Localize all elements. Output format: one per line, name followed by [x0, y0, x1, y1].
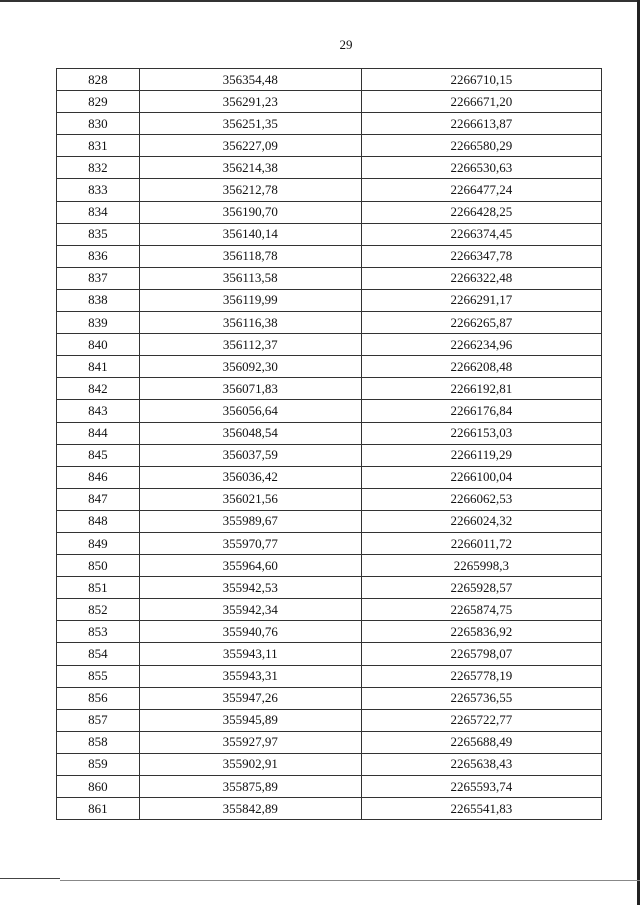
scan-edge-top [0, 0, 640, 2]
table-row [57, 621, 602, 643]
point-number-cell: 844 [57, 422, 140, 444]
point-number-cell: 843 [57, 400, 140, 422]
table-row [57, 400, 602, 422]
table-row [57, 731, 602, 753]
y-coordinate-cell: 2265998,3 [361, 555, 601, 577]
y-coordinate-cell: 2266347,78 [361, 245, 601, 267]
point-number-cell: 841 [57, 356, 140, 378]
x-coordinate-cell: 356048,54 [139, 422, 361, 444]
point-number-cell: 847 [57, 488, 140, 510]
y-coordinate-cell: 2265836,92 [361, 621, 601, 643]
x-coordinate-cell: 355927,97 [139, 731, 361, 753]
y-coordinate-cell: 2266100,04 [361, 466, 601, 488]
coordinates-table-body [57, 69, 602, 820]
page-number: 29 [339, 37, 353, 52]
y-coordinate-cell: 2266291,17 [361, 289, 601, 311]
x-coordinate-cell: 356119,99 [139, 289, 361, 311]
x-coordinate-cell: 356113,58 [139, 267, 361, 289]
point-number-cell: 839 [57, 312, 140, 334]
x-coordinate-cell: 355989,67 [139, 510, 361, 532]
table-row [57, 113, 602, 135]
point-number-cell: 852 [57, 599, 140, 621]
x-coordinate-cell: 355940,76 [139, 621, 361, 643]
point-number-cell: 837 [57, 267, 140, 289]
y-coordinate-cell: 2266710,15 [361, 69, 601, 91]
point-number-cell: 851 [57, 577, 140, 599]
coordinates-table [56, 68, 602, 820]
point-number-cell: 856 [57, 687, 140, 709]
x-coordinate-cell: 356118,78 [139, 245, 361, 267]
table-row [57, 245, 602, 267]
x-coordinate-cell: 356037,59 [139, 444, 361, 466]
y-coordinate-cell: 2266322,48 [361, 267, 601, 289]
x-coordinate-cell: 356092,30 [139, 356, 361, 378]
x-coordinate-cell: 355947,26 [139, 687, 361, 709]
point-number-cell: 833 [57, 179, 140, 201]
y-coordinate-cell: 2265736,55 [361, 687, 601, 709]
x-coordinate-cell: 355842,89 [139, 798, 361, 820]
point-number-cell: 854 [57, 643, 140, 665]
y-coordinate-cell: 2266062,53 [361, 488, 601, 510]
x-coordinate-cell: 355902,91 [139, 753, 361, 775]
table-row [57, 709, 602, 731]
y-coordinate-cell: 2265798,07 [361, 643, 601, 665]
y-coordinate-cell: 2265874,75 [361, 599, 601, 621]
point-number-cell: 829 [57, 91, 140, 113]
x-coordinate-cell: 355943,11 [139, 643, 361, 665]
table-row [57, 378, 602, 400]
point-number-cell: 838 [57, 289, 140, 311]
x-coordinate-cell: 355875,89 [139, 776, 361, 798]
y-coordinate-cell: 2266119,29 [361, 444, 601, 466]
table-row [57, 91, 602, 113]
point-number-cell: 831 [57, 135, 140, 157]
point-number-cell: 830 [57, 113, 140, 135]
table-row [57, 179, 602, 201]
x-coordinate-cell: 356140,14 [139, 223, 361, 245]
y-coordinate-cell: 2266208,48 [361, 356, 601, 378]
point-number-cell: 836 [57, 245, 140, 267]
table-row [57, 312, 602, 334]
table-row [57, 532, 602, 554]
point-number-cell: 848 [57, 510, 140, 532]
table-row [57, 223, 602, 245]
y-coordinate-cell: 2266234,96 [361, 334, 601, 356]
table-row [57, 267, 602, 289]
point-number-cell: 846 [57, 466, 140, 488]
table-row [57, 510, 602, 532]
x-coordinate-cell: 356021,56 [139, 488, 361, 510]
point-number-cell: 849 [57, 532, 140, 554]
bottom-scan-mark [0, 878, 60, 879]
point-number-cell: 845 [57, 444, 140, 466]
table-row [57, 577, 602, 599]
table-row [57, 69, 602, 91]
x-coordinate-cell: 356116,38 [139, 312, 361, 334]
point-number-cell: 832 [57, 157, 140, 179]
y-coordinate-cell: 2266192,81 [361, 378, 601, 400]
x-coordinate-cell: 356354,48 [139, 69, 361, 91]
x-coordinate-cell: 356227,09 [139, 135, 361, 157]
table-row [57, 776, 602, 798]
table-row [57, 555, 602, 577]
table-row [57, 687, 602, 709]
point-number-cell: 861 [57, 798, 140, 820]
x-coordinate-cell: 356212,78 [139, 179, 361, 201]
table-row [57, 753, 602, 775]
point-number-cell: 834 [57, 201, 140, 223]
x-coordinate-cell: 356251,35 [139, 113, 361, 135]
x-coordinate-cell: 356291,23 [139, 91, 361, 113]
point-number-cell: 828 [57, 69, 140, 91]
point-number-cell: 850 [57, 555, 140, 577]
y-coordinate-cell: 2266153,03 [361, 422, 601, 444]
point-number-cell: 835 [57, 223, 140, 245]
table-row [57, 334, 602, 356]
table-row [57, 444, 602, 466]
point-number-cell: 840 [57, 334, 140, 356]
x-coordinate-cell: 355942,34 [139, 599, 361, 621]
x-coordinate-cell: 356071,83 [139, 378, 361, 400]
y-coordinate-cell: 2265541,83 [361, 798, 601, 820]
point-number-cell: 857 [57, 709, 140, 731]
table-row [57, 643, 602, 665]
y-coordinate-cell: 2265778,19 [361, 665, 601, 687]
x-coordinate-cell: 356056,64 [139, 400, 361, 422]
x-coordinate-cell: 355964,60 [139, 555, 361, 577]
x-coordinate-cell: 355942,53 [139, 577, 361, 599]
table-row [57, 488, 602, 510]
table-row [57, 157, 602, 179]
y-coordinate-cell: 2266613,87 [361, 113, 601, 135]
x-coordinate-cell: 356214,38 [139, 157, 361, 179]
table-row [57, 289, 602, 311]
y-coordinate-cell: 2266374,45 [361, 223, 601, 245]
point-number-cell: 858 [57, 731, 140, 753]
y-coordinate-cell: 2265928,57 [361, 577, 601, 599]
y-coordinate-cell: 2265722,77 [361, 709, 601, 731]
point-number-cell: 855 [57, 665, 140, 687]
x-coordinate-cell: 356112,37 [139, 334, 361, 356]
point-number-cell: 853 [57, 621, 140, 643]
x-coordinate-cell: 356036,42 [139, 466, 361, 488]
table-row [57, 466, 602, 488]
table-row [57, 135, 602, 157]
y-coordinate-cell: 2266530,63 [361, 157, 601, 179]
y-coordinate-cell: 2266580,29 [361, 135, 601, 157]
x-coordinate-cell: 355970,77 [139, 532, 361, 554]
y-coordinate-cell: 2265638,43 [361, 753, 601, 775]
point-number-cell: 859 [57, 753, 140, 775]
y-coordinate-cell: 2265688,49 [361, 731, 601, 753]
y-coordinate-cell: 2265593,74 [361, 776, 601, 798]
y-coordinate-cell: 2266428,25 [361, 201, 601, 223]
y-coordinate-cell: 2266024,32 [361, 510, 601, 532]
table-row [57, 356, 602, 378]
point-number-cell: 860 [57, 776, 140, 798]
table-row [57, 599, 602, 621]
bottom-divider [60, 880, 640, 881]
table-row [57, 798, 602, 820]
y-coordinate-cell: 2266671,20 [361, 91, 601, 113]
y-coordinate-cell: 2266477,24 [361, 179, 601, 201]
x-coordinate-cell: 356190,70 [139, 201, 361, 223]
table-row [57, 422, 602, 444]
point-number-cell: 842 [57, 378, 140, 400]
x-coordinate-cell: 355943,31 [139, 665, 361, 687]
y-coordinate-cell: 2266176,84 [361, 400, 601, 422]
table-row [57, 665, 602, 687]
table-row [57, 201, 602, 223]
x-coordinate-cell: 355945,89 [139, 709, 361, 731]
y-coordinate-cell: 2266265,87 [361, 312, 601, 334]
y-coordinate-cell: 2266011,72 [361, 532, 601, 554]
